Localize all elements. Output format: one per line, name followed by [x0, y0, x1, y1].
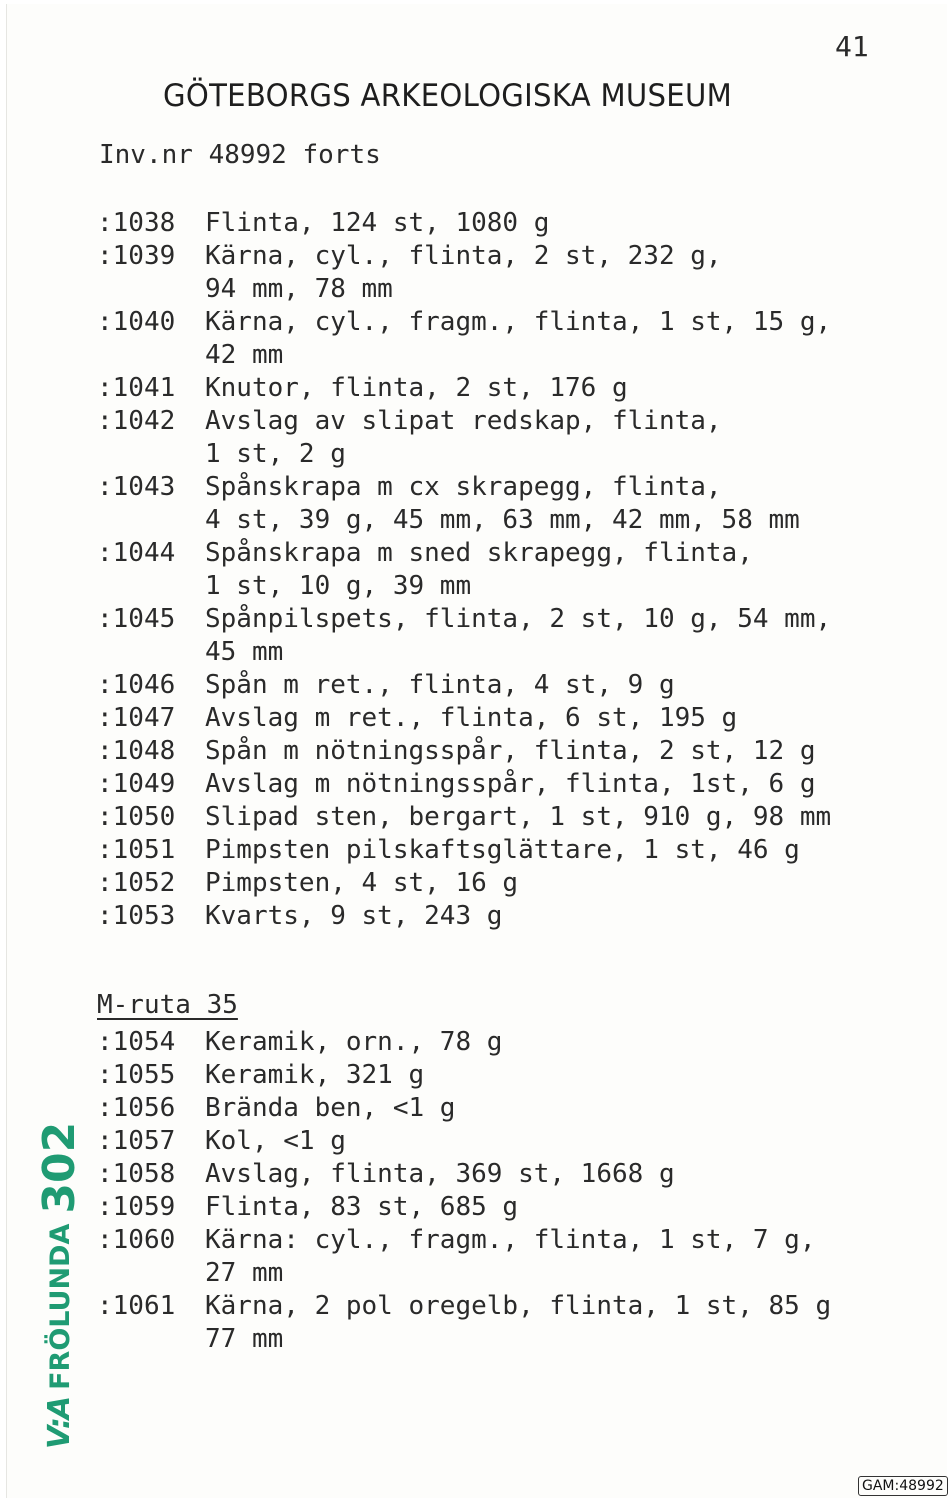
entry-1051 — [97, 835, 800, 865]
entry-text: Kärna, cyl., fragm., flinta, 1 st, 15 g, — [205, 307, 832, 337]
entry-1047 — [97, 703, 737, 733]
entry-continuation: 94 mm, 78 mm — [205, 274, 393, 304]
entry-1039 — [97, 241, 722, 271]
entry-1057 — [97, 1126, 346, 1156]
entry-text: Kvarts, 9 st, 243 g — [205, 901, 503, 931]
entry-number: :1042 — [97, 406, 176, 436]
entry-continuation: 45 mm — [205, 637, 284, 667]
entry-1061 — [97, 1291, 831, 1321]
stamp-place: FRÖLUNDA — [45, 1223, 76, 1390]
entry-text: Brända ben, <1 g — [205, 1093, 456, 1123]
entry-text: Slipad sten, bergart, 1 st, 910 g, 98 mm — [205, 802, 832, 832]
entry-number: :1058 — [97, 1159, 176, 1189]
inventory-heading: Inv.nr 48992 forts — [99, 140, 381, 170]
entry-1044 — [97, 538, 753, 568]
entry-number: :1046 — [97, 670, 176, 700]
entry-text: Keramik, orn., 78 g — [205, 1027, 503, 1057]
entry-number: :1053 — [97, 901, 176, 931]
entry-1052 — [97, 868, 518, 898]
entry-number: :1056 — [97, 1093, 176, 1123]
entry-number: :1043 — [97, 472, 176, 502]
entry-continuation: 4 st, 39 g, 45 mm, 63 mm, 42 mm, 58 mm — [205, 505, 800, 535]
stamp-brand: V:A — [42, 1397, 77, 1449]
entry-text: Avslag av slipat redskap, flinta, — [205, 406, 722, 436]
entry-1060 — [97, 1225, 815, 1255]
entry-number: :1044 — [97, 538, 176, 568]
entry-number: :1047 — [97, 703, 176, 733]
archive-id-label: GAM:48992 — [858, 1476, 948, 1496]
entry-text: Kol, <1 g — [205, 1126, 346, 1156]
entry-text: Spånskrapa m sned skrapegg, flinta, — [205, 538, 753, 568]
entry-text: Spånskrapa m cx skrapegg, flinta, — [205, 472, 722, 502]
entry-number: :1050 — [97, 802, 176, 832]
entry-text: Kärna: cyl., fragm., flinta, 1 st, 7 g, — [205, 1225, 816, 1255]
entry-number: :1039 — [97, 241, 176, 271]
entry-1050 — [97, 802, 831, 832]
entry-text: Avslag, flinta, 369 st, 1668 g — [205, 1159, 675, 1189]
section-heading: M-ruta 35 — [97, 990, 238, 1020]
entry-1038 — [97, 208, 549, 238]
entry-1046 — [97, 670, 675, 700]
entry-1045 — [97, 604, 831, 634]
entry-text: Flinta, 83 st, 685 g — [205, 1192, 519, 1222]
entry-number: :1055 — [97, 1060, 176, 1090]
entry-number: :1057 — [97, 1126, 176, 1156]
catalog-card — [6, 4, 947, 1498]
entry-text: Kärna, cyl., flinta, 2 st, 232 g, — [205, 241, 722, 271]
stamp-number: 302 — [34, 1121, 85, 1214]
entry-text: Knutor, flinta, 2 st, 176 g — [205, 373, 628, 403]
entry-1059 — [97, 1192, 518, 1222]
entry-number: :1061 — [97, 1291, 176, 1321]
entry-1040 — [97, 307, 831, 337]
entry-1042 — [97, 406, 722, 436]
page-number: 41 — [835, 30, 869, 63]
entry-text: Spånpilspets, flinta, 2 st, 10 g, 54 mm, — [205, 604, 832, 634]
entry-text: Pimpsten, 4 st, 16 g — [205, 868, 519, 898]
entry-number: :1054 — [97, 1027, 176, 1057]
entry-number: :1051 — [97, 835, 176, 865]
site-stamp — [29, 1121, 85, 1449]
entry-number: :1040 — [97, 307, 176, 337]
entry-text: Pimpsten pilskaftsglättare, 1 st, 46 g — [205, 835, 800, 865]
entry-text: Keramik, 321 g — [205, 1060, 425, 1090]
entry-continuation: 77 mm — [205, 1324, 284, 1354]
entry-1048 — [97, 736, 815, 766]
entry-continuation: 42 mm — [205, 340, 284, 370]
entry-1054 — [97, 1027, 502, 1057]
entry-continuation: 1 st, 2 g — [205, 439, 346, 469]
entry-1049 — [97, 769, 815, 799]
entry-1055 — [97, 1060, 424, 1090]
entry-continuation: 1 st, 10 g, 39 mm — [205, 571, 472, 601]
museum-title: GÖTEBORGS ARKEOLOGISKA MUSEUM — [163, 78, 733, 114]
entry-number: :1049 — [97, 769, 176, 799]
entry-text: Spån m nötningsspår, flinta, 2 st, 12 g — [205, 736, 816, 766]
entry-1056 — [97, 1093, 455, 1123]
entry-1043 — [97, 472, 722, 502]
entry-1058 — [97, 1159, 675, 1189]
entry-number: :1060 — [97, 1225, 176, 1255]
entry-text: Flinta, 124 st, 1080 g — [205, 208, 550, 238]
entry-number: :1038 — [97, 208, 176, 238]
entry-text: Avslag m nötningsspår, flinta, 1st, 6 g — [205, 769, 816, 799]
entry-continuation: 27 mm — [205, 1258, 284, 1288]
entry-number: :1059 — [97, 1192, 176, 1222]
entry-number: :1048 — [97, 736, 176, 766]
entry-number: :1041 — [97, 373, 176, 403]
entry-number: :1052 — [97, 868, 176, 898]
entry-text: Spån m ret., flinta, 4 st, 9 g — [205, 670, 675, 700]
entry-text: Kärna, 2 pol oregelb, flinta, 1 st, 85 g — [205, 1291, 832, 1321]
entry-1041 — [97, 373, 628, 403]
entry-number: :1045 — [97, 604, 176, 634]
entry-text: Avslag m ret., flinta, 6 st, 195 g — [205, 703, 738, 733]
entry-1053 — [97, 901, 502, 931]
